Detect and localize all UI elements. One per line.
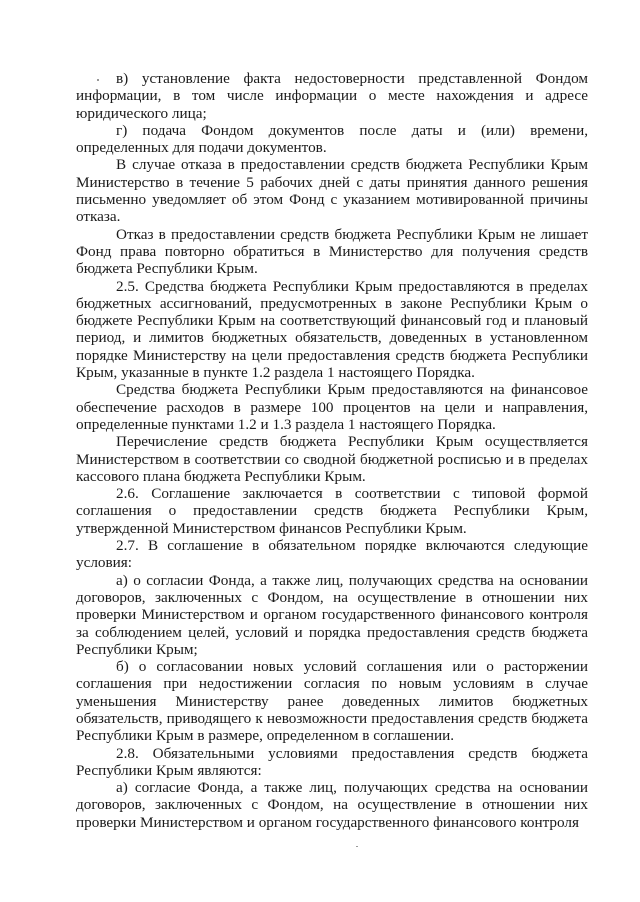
paragraph-refusal-notice: В случае отказа в предоставлении средств бюджета Республики Крым Министерство в течение 5 рабочих дней с даты принятия данного решения письменно уведомляет об этом Фонд с указанием мотивированной причины отказа. [76, 156, 588, 226]
paragraph-2-7-b: б) о согласовании новых условий соглашения или о расторжении соглашения при недостижении согласия по новым условиям в случае уменьшения Министерству ранее доведенных лимитов бюджетных обязательств, приводящего к невозможности предоставления средств бюджета Республики Крым в размере, определенном в соглашении. [76, 658, 588, 745]
document-body [76, 70, 588, 831]
paragraph-2-7-a: а) о согласии Фонда, а также лиц, получающих средства на основании договоров, заключенных с Фондом, на осуществление в отношении них проверки Министерством и органом государственного финансового контроля за соблюдением целей, условий и порядка предоставления средств бюджета Республики Крым; [76, 571, 588, 658]
paragraph-item-g: г) подача Фондом документов после даты и (или) времени, определенных для подачи документов. [76, 121, 588, 157]
paragraph-2-7: 2.7. В соглашение в обязательном порядке включаются следующие условия: [76, 537, 588, 572]
paragraph-2-6: 2.6. Соглашение заключается в соответствии с типовой формой соглашения о предоставлении средств бюджета Республики Крым, утвержденной Министерством финансов Республики Крым. [76, 485, 588, 537]
paragraph-2-5: 2.5. Средства бюджета Республики Крым предоставляются в пределах бюджетных ассигнований, предусмотренных в законе Республики Крым о бюджете Республики Крым на соответствующий финансовый год и плановый период, и лимитов бюджетных обязательств, доведенных в установленном порядке Министерству на цели предоставления средств бюджета Республики Крым, указанные в пункте 1.2 раздела 1 настоящего Порядка. [76, 277, 588, 382]
scan-speck [356, 846, 358, 847]
paragraph-refusal-right: Отказ в предоставлении средств бюджета Республики Крым не лишает Фонд права повторно обратиться в Министерство для получения средств бюджета Республики Крым. [76, 225, 588, 278]
paragraph-2-8: 2.8. Обязательными условиями предоставления средств бюджета Республики Крым являются: [76, 744, 588, 779]
paragraph-2-8-a: а) согласие Фонда, а также лиц, получающих средства на основании договоров, заключенных с Фондом, на осуществление в отношении них проверки Министерством и органом государственного финансового контроля [76, 779, 588, 831]
paragraph-item-v: в) установление факта недостоверности представленной Фондом информации, в том числе информации о месте нахождения и адресе юридического лица; [76, 70, 588, 122]
paragraph-transfer: Перечисление средств бюджета Республики Крым осуществляется Министерством в соответствии со сводной бюджетной росписью и в пределах кассового плана бюджета Республики Крым. [76, 433, 588, 485]
paragraph-financing: Средства бюджета Республики Крым предоставляются на финансовое обеспечение расходов в размере 100 процентов на цели и направления, определенные пунктами 1.2 и 1.3 раздела 1 настоящего Порядка. [76, 381, 588, 433]
